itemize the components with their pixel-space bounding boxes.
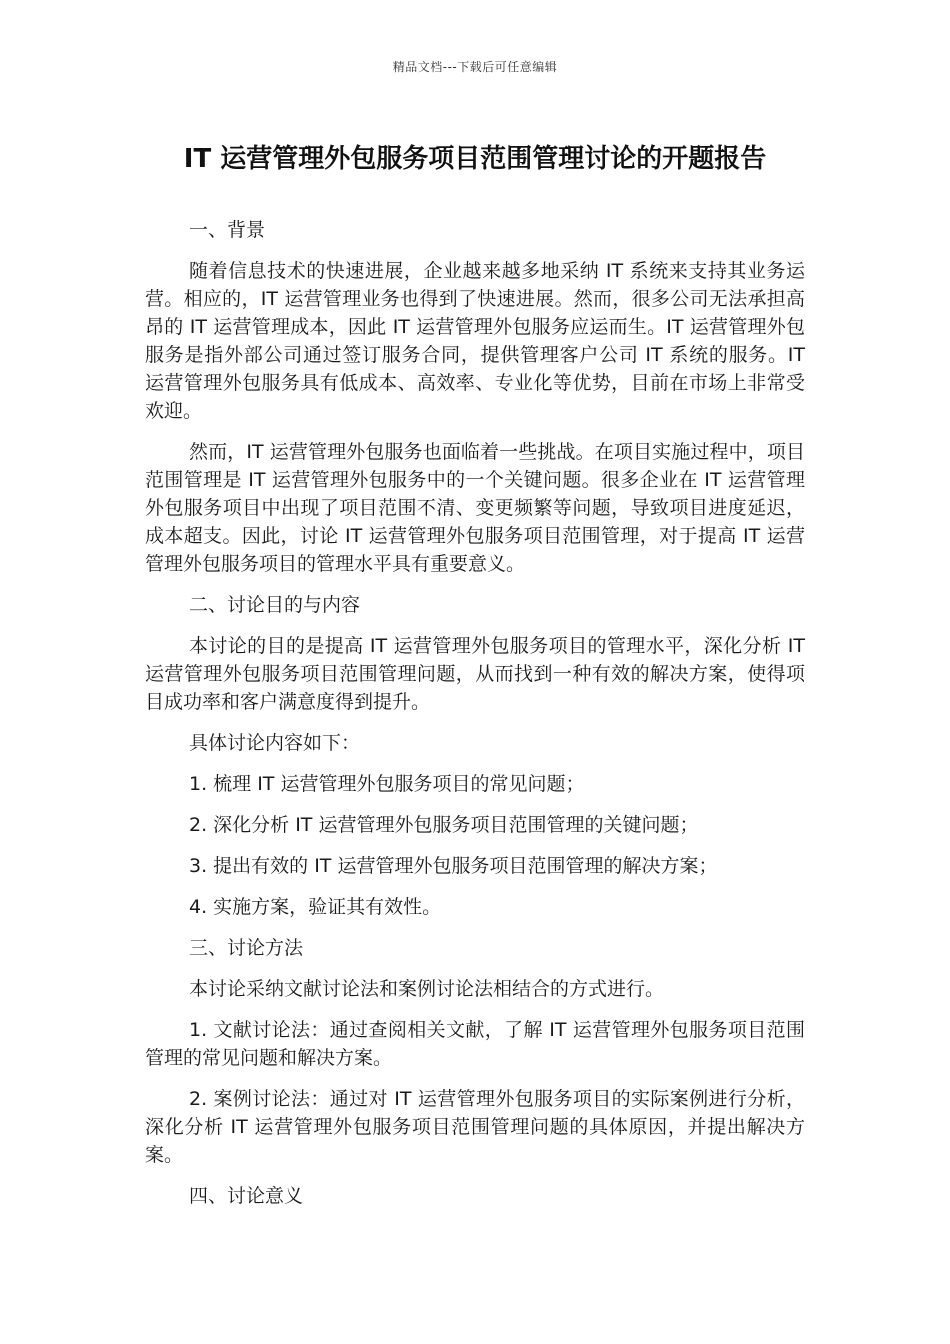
section-heading-purpose: 二、讨论目的与内容 [189,594,361,616]
paragraph: 本讨论的目的是提高 IT 运营管理外包服务项目的管理水平，深化分析 IT 运营管理外包服务项目范围管理问题，从而找到一种有效的解决方案，使得项目成功率和客户满意度得到提升。 [145,635,805,713]
document-body [145,216,805,1223]
section-heading-background: 一、背景 [189,219,266,241]
list-item: 1. 文献讨论法：通过查阅相关文献，了解 IT 运营管理外包服务项目范围管理的常见问题和解决方案。 [145,1019,805,1069]
paragraph: 具体讨论内容如下： [189,732,361,754]
list-item: 4. 实施方案，验证其有效性。 [189,896,442,918]
header-note: 精品文档---下载后可任意编辑 [392,60,558,74]
list-item: 3. 提出有效的 IT 运营管理外包服务项目范围管理的解决方案； [189,855,718,877]
paragraph: 随着信息技术的快速进展，企业越来越多地采纳 IT 系统来支持其业务运营。相应的，IT 运营管理业务也得到了快速进展。然而，很多公司无法承担高昂的 IT 运营管理成本，因此 IT 运营管理外包服务应运而生。IT 运营管理外包服务是指外部公司通过签订服务合同，提供管理客户公司 IT 系统的服务。IT 运营管理外包服务具有低成本、高效率、专业化等优势，目前在市场上非常受欢迎。 [145,260,805,422]
section-heading-method: 三、讨论方法 [189,937,304,959]
list-item: 2. 案例讨论法：通过对 IT 运营管理外包服务项目的实际案例进行分析，深化分析 IT 运营管理外包服务项目范围管理问题的具体原因，并提出解决方案。 [145,1088,805,1166]
list-item: 2. 深化分析 IT 运营管理外包服务项目范围管理的关键问题； [189,814,699,836]
paragraph: 本讨论采纳文献讨论法和案例讨论法相结合的方式进行。 [189,978,665,1000]
list-item: 1. 梳理 IT 运营管理外包服务项目的常见问题； [189,773,585,795]
paragraph: 然而，IT 运营管理外包服务也面临着一些挑战。在项目实施过程中，项目范围管理是 IT 运营管理外包服务中的一个关键问题。很多企业在 IT 运营管理外包服务项目中出现了项目范围不清、变更频繁等问题，导致项目进度延迟，成本超支。因此，讨论 IT 运营管理外包服务项目范围管理，对于提高 IT 运营管理外包服务项目的管理水平具有重要意义。 [145,441,805,575]
section-heading-significance: 四、讨论意义 [189,1185,304,1207]
document-title: IT 运营管理外包服务项目范围管理讨论的开题报告 [183,144,767,174]
